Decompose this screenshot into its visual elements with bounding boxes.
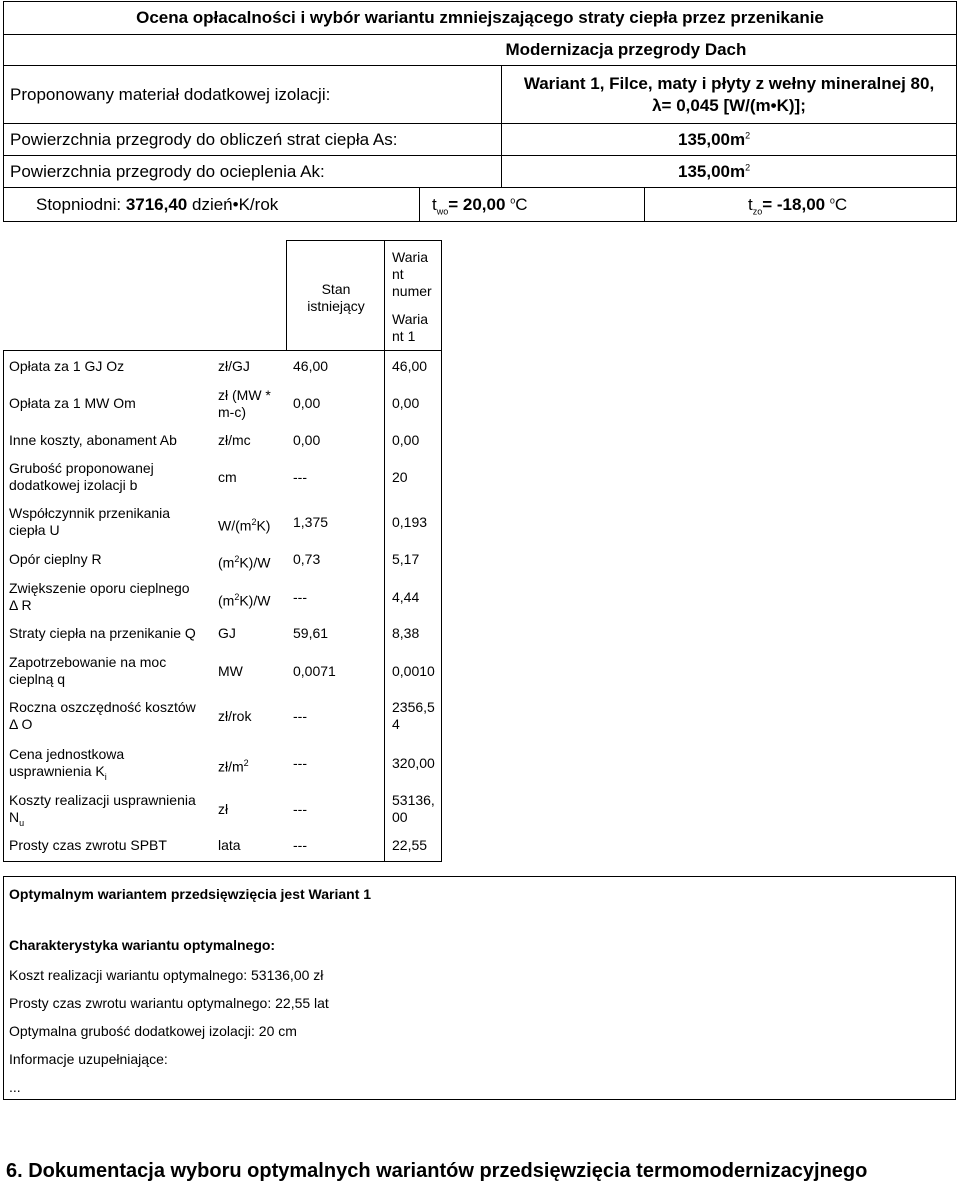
row-label: Opór cieplny R xyxy=(9,551,102,567)
area-ak-value: $135,00m^2$ xyxy=(502,156,957,188)
row-stan: --- xyxy=(293,755,307,771)
row-var: 0,00 xyxy=(392,432,420,448)
optimal-thickness: Optymalna grubość dodatkowej izolacji: 20 cm xyxy=(9,1023,297,1039)
optimal-payback: Prosty czas zwrotu wariantu optymalnego: 22,55 lat xyxy=(9,995,329,1011)
char-title: Charakterystyka wariantu optymalnego: xyxy=(9,937,276,953)
col-variant-header: Waria nt numer Waria nt 1 xyxy=(392,249,432,344)
indoor-temp: $t_{wo}= 20,00$ $^o$C xyxy=(432,195,528,217)
info-label: Informacje uzupełniające: xyxy=(9,1051,168,1067)
row-unit: GJ xyxy=(218,625,236,641)
degree-days: Stopniodni: 3716,40 dzień•K/rok xyxy=(36,195,279,214)
row-var: 4,44 xyxy=(392,589,420,605)
row-var: 8,38 xyxy=(392,625,420,641)
summary-box xyxy=(3,876,956,1100)
row-label: Zwiększenie oporu cieplnego Δ R xyxy=(9,580,190,613)
info-ellipsis: ... xyxy=(9,1079,21,1095)
area-as-label: Powierzchnia przegrody do obliczeń strat ciepła As: xyxy=(4,124,502,156)
optimal-variant: Optymalnym wariantem przedsięwzięcia jest Wariant 1 xyxy=(9,886,372,902)
row-stan: --- xyxy=(293,469,307,485)
row-stan: 46,00 xyxy=(293,358,329,374)
row-stan: --- xyxy=(293,708,307,724)
row-label: Roczna oszczędność kosztów Δ O xyxy=(9,699,196,732)
row-var: 22,55 xyxy=(392,837,428,853)
row-unit: zł/GJ xyxy=(218,358,250,374)
header-table xyxy=(3,1,957,188)
row-unit: zł/rok xyxy=(218,708,252,724)
row-label: Grubość proponowanej dodatkowej izolacji b xyxy=(9,460,154,493)
degree-days-row xyxy=(3,187,957,222)
row-label: Opłata za 1 MW Om xyxy=(9,395,136,411)
row-stan: 0,00 xyxy=(293,432,321,448)
row-label: Cena jednostkowa usprawnienia $K_i$ xyxy=(9,746,125,782)
row-var: 0,0010 xyxy=(392,663,435,679)
material-value: Wariant 1, Filce, maty i płyty z wełny mineralnej 80, λ= 0,045 [W/(m•K)]; xyxy=(502,66,957,124)
row-label: Inne koszty, abonament Ab xyxy=(9,432,177,448)
row-unit: $(m^2K)/W$ xyxy=(218,592,271,609)
row-unit: $zł/m^2$ xyxy=(218,758,249,775)
row-var: 53136, 00 xyxy=(392,792,435,825)
outdoor-temp: $t_{zo}= -18,00$ $^o$C xyxy=(748,195,848,217)
row-unit: lata xyxy=(218,837,241,853)
row-var: 46,00 xyxy=(392,358,428,374)
row-label: Prosty czas zwrotu SPBT xyxy=(9,837,167,853)
row-stan: 59,61 xyxy=(293,625,329,641)
area-as-value: $135,00m^2$ xyxy=(502,124,957,156)
row-stan: 1,375 xyxy=(293,514,329,530)
row-label: Opłata za 1 GJ Oz xyxy=(9,358,125,374)
row-var: 2356,5 4 xyxy=(392,699,435,732)
row-stan: 0,00 xyxy=(293,395,321,411)
row-label: Straty ciepła na przenikanie Q xyxy=(9,625,196,641)
row-unit: zł xyxy=(218,801,229,817)
optimal-cost: Koszt realizacji wariantu optymalnego: 53136,00 zł xyxy=(9,967,324,983)
row-stan: --- xyxy=(293,837,307,853)
row-var: 320,00 xyxy=(392,755,435,771)
row-unit: $(m^2K)/W$ xyxy=(218,554,271,571)
row-stan: --- xyxy=(293,589,307,605)
subtitle: Modernizacja przegrody Dach xyxy=(502,35,957,66)
area-ak-label: Powierzchnia przegrody do ocieplenia Ak: xyxy=(4,156,502,188)
row-label: Współczynnik przenikania ciepła U xyxy=(9,505,171,538)
row-var: 0,00 xyxy=(392,395,420,411)
row-unit: zł/mc xyxy=(218,432,251,448)
row-stan: --- xyxy=(293,801,307,817)
row-var: 5,17 xyxy=(392,551,420,567)
col-stan-header: Stan istniejący xyxy=(307,281,365,314)
row-unit: $W/(m^2K)$ xyxy=(218,517,271,534)
row-var: 0,193 xyxy=(392,514,428,530)
row-var: 20 xyxy=(392,469,408,485)
page-title: Ocena opłacalności i wybór wariantu zmniejszającego straty ciepła przez przenikanie xyxy=(4,2,957,35)
section-6-title: 6. Dokumentacja wyboru optymalnych wariantów przedsięwzięcia termomodernizacyjnego xyxy=(6,1160,868,1182)
row-stan: 0,0071 xyxy=(293,663,336,679)
row-stan: 0,73 xyxy=(293,551,321,567)
row-unit: MW xyxy=(218,663,243,679)
material-label: Proponowany materiał dodatkowej izolacji: xyxy=(4,66,502,124)
row-unit: zł (MW * m-c) xyxy=(218,387,271,420)
row-label: Zapotrzebowanie na moc cieplną q xyxy=(9,654,167,687)
row-unit: cm xyxy=(218,469,237,485)
row-label: Koszty realizacji usprawnienia $N_u$ xyxy=(9,792,196,828)
